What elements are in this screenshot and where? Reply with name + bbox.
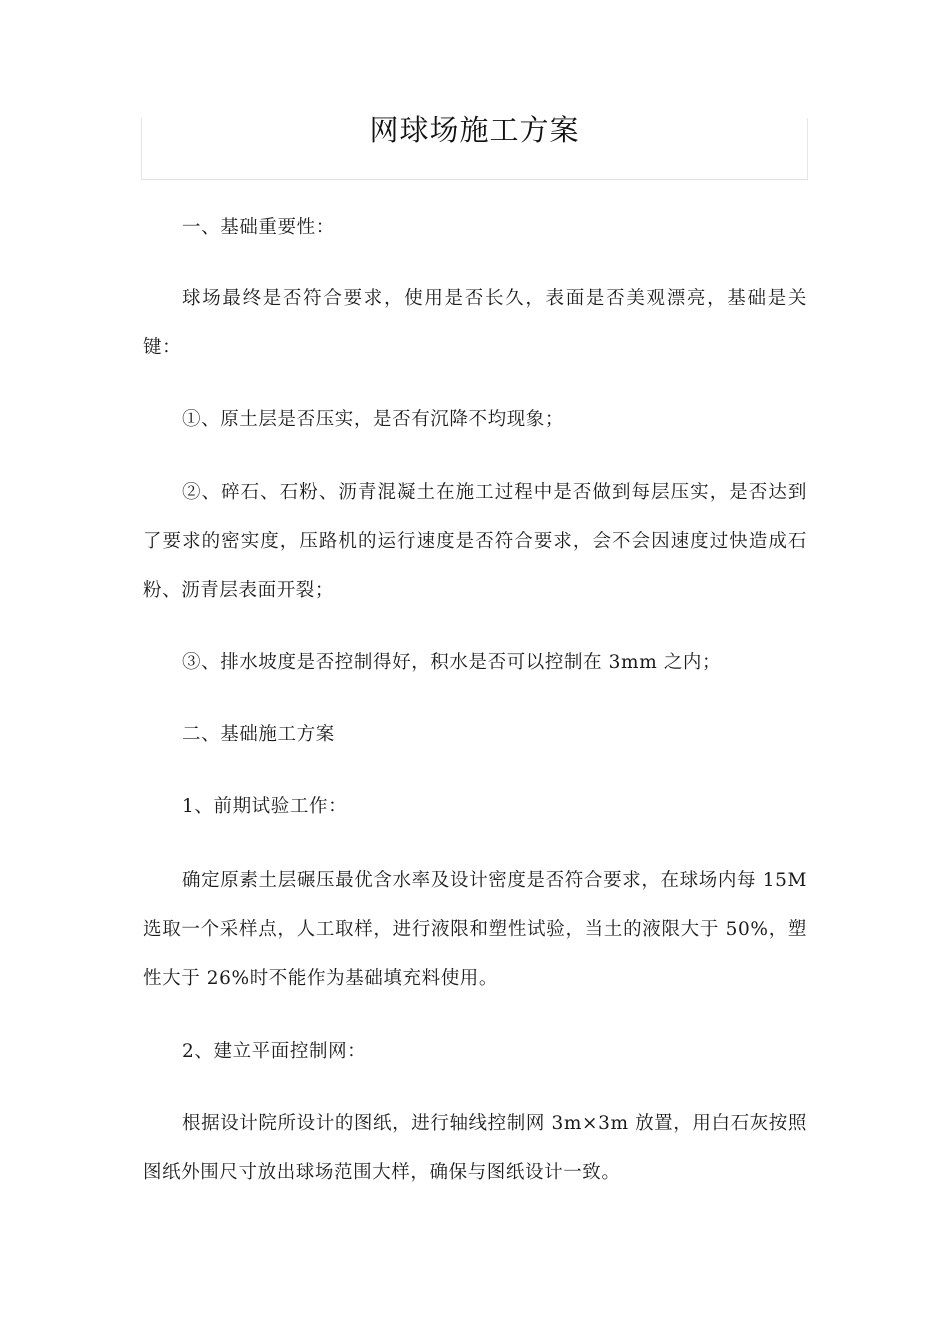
paragraph-preliminary-tests: 确定原素土层碾压最优含水率及设计密度是否符合要求，在球场内每 15M 选取一个采样点，人工取样，进行液限和塑性试验，当土的液限大于 50%，塑性大于 26%时不能作为基础填充料使用。	[143, 870, 807, 989]
section-heading-foundation-plan: 二、基础施工方案	[182, 724, 335, 745]
section-heading-foundation-importance: 一、基础重要性：	[182, 217, 335, 238]
title-box	[141, 113, 808, 180]
subheading-preliminary-tests: 1、前期试验工作：	[182, 796, 348, 817]
list-item-drainage-slope: ③、排水坡度是否控制得好，积水是否可以控制在 3mm 之内；	[182, 652, 722, 673]
paragraph-control-network: 根据设计院所设计的图纸，进行轴线控制网 3m×3m 放置，用白石灰按照图纸外围尺寸放出球场范围大样，确保与图纸设计一致。	[143, 1113, 807, 1183]
document-title: 网球场施工方案	[369, 113, 580, 147]
list-item-soil-compaction: ①、原土层是否压实，是否有沉降不均现象；	[182, 409, 565, 430]
subheading-control-network: 2、建立平面控制网：	[182, 1041, 367, 1062]
list-item-layer-compaction: ②、碎石、石粉、沥青混凝土在施工过程中是否做到每层压实，是否达到了要求的密实度，压路机的运行速度是否符合要求，会不会因速度过快造成石粉、沥青层表面开裂；	[143, 482, 807, 601]
paragraph-foundation-key: 球场最终是否符合要求，使用是否长久，表面是否美观漂亮，基础是关键：	[143, 288, 807, 358]
